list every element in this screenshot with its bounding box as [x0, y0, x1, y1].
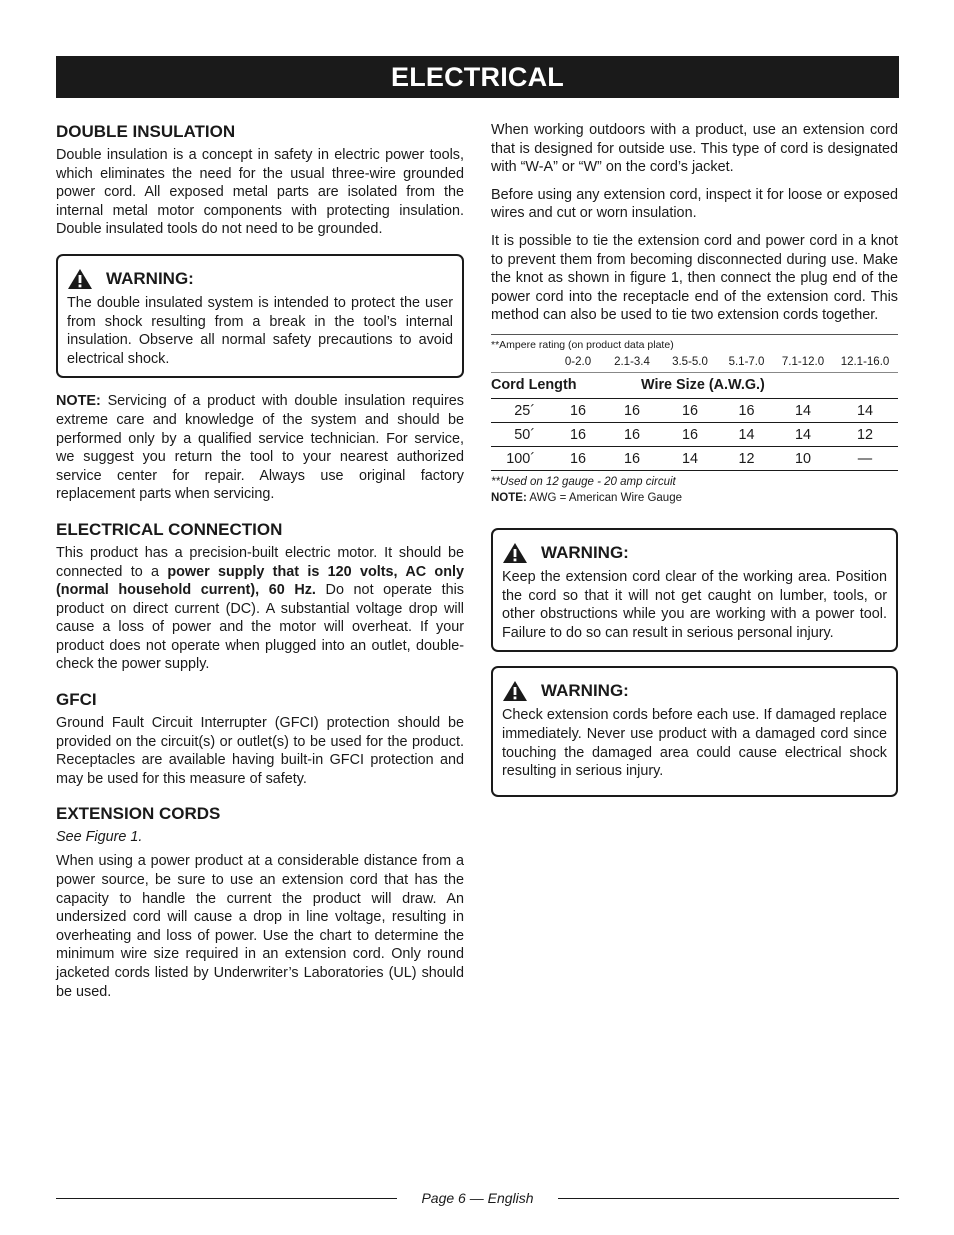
warning-title-text: WARNING:	[541, 681, 629, 701]
table-cell: 14	[774, 398, 832, 422]
warning-title-text: WARNING:	[106, 268, 194, 288]
table-cell: 10	[774, 446, 832, 470]
table-header-row	[491, 372, 898, 398]
table-cell: 16	[603, 398, 661, 422]
table-cell: 16	[553, 398, 603, 422]
amp-rating-cell: 2.1-3.4	[614, 355, 650, 368]
awg-note-label: NOTE:	[491, 491, 527, 504]
table-cell: 14	[774, 422, 832, 446]
awg-note-body: AWG = American Wire Gauge	[526, 491, 682, 504]
amp-rating-cell: 7.1-12.0	[781, 355, 825, 368]
cord-length-cell: 100´	[491, 446, 553, 470]
table-cell: 12	[832, 422, 898, 446]
warning-body: Keep the extension cord clear of the working area. Position the cord so that it will not get caught on lumber, tools, or other obstructions while you are working with a power tool. Failure to do so can result in serious personal injury.	[502, 568, 887, 641]
page-footer	[56, 1188, 899, 1208]
wire-size-table	[491, 354, 898, 471]
table-cell: —	[832, 446, 898, 470]
cord-length-cell: 25´	[491, 398, 553, 422]
table-cell: 16	[603, 446, 661, 470]
table-cell: 16	[603, 422, 661, 446]
electrical-connection-heading: ELECTRICAL CONNECTION	[56, 519, 283, 539]
left-column	[56, 121, 464, 1010]
footer-rule-left	[56, 1198, 397, 1199]
table-cell: 12	[719, 446, 774, 470]
cord-length-cell: 50´	[491, 422, 553, 446]
warning-triangle-icon	[502, 542, 528, 564]
right-column	[491, 121, 898, 811]
knot-paragraph: It is possible to tie the extension cord and power cord in a knot to prevent them from becoming disconnected during use. Make the knot as shown in figure 1, then connect the plug end of the power cord into the receptacle end of the extension cord. This method can also be used to tie two extension cords together.	[491, 232, 898, 324]
see-figure-text: See Figure 1.	[56, 829, 143, 846]
amp-rating-cell: 3.5-5.0	[672, 355, 708, 368]
warning-body: The double insulated system is intended to protect the user from shock resulting from a break in the tool’s internal insulation. Observe all normal safety precautions to avoid electrical shock.	[67, 294, 453, 367]
cord-length-header: Cord Length	[491, 372, 603, 398]
wire-size-table-wrapper	[491, 334, 898, 506]
warning-box-check-cords	[491, 666, 898, 796]
note-label: NOTE:	[56, 393, 101, 410]
warning-box-work-area	[491, 528, 898, 652]
table-cell: 14	[661, 446, 719, 470]
amp-rating-cell: 12.1-16.0	[840, 355, 890, 368]
extension-cords-heading: EXTENSION CORDS	[56, 804, 221, 824]
inspect-paragraph: Before using any extension cord, inspect it for loose or exposed wires and cut or worn insulation.	[491, 186, 898, 222]
table-row	[491, 446, 898, 470]
table-cell: 16	[719, 398, 774, 422]
warning-title-text: WARNING:	[541, 542, 629, 562]
awg-note	[491, 491, 898, 506]
table-cell: 14	[719, 422, 774, 446]
amp-rating-cell: 0-2.0	[564, 355, 592, 368]
table-row	[491, 422, 898, 446]
page-number: Page 6 — English	[421, 1190, 534, 1206]
gfci-body: Ground Fault Circuit Interrupter (GFCI) protection should be provided on the circuit(s) or outlet(s) to be used for the product. Receptacles are available having built-in GFCI protection and may be used for this measure of safety.	[56, 715, 464, 787]
note-paragraph	[56, 392, 464, 504]
gfci-heading: GFCI	[56, 690, 97, 710]
amp-rating-cell: 5.1-7.0	[728, 355, 765, 368]
ec-body-post: Do not operate this product on direct current (DC). A substantial voltage drop will cause a loss of power and the motor will overheat. If your product does not operate when plugged into an outlet, double-check the power supply.	[56, 582, 464, 673]
table-cell: 16	[661, 398, 719, 422]
warning-triangle-icon	[67, 268, 93, 290]
table-cell: 14	[832, 398, 898, 422]
table-cell: 16	[553, 422, 603, 446]
note-body: Servicing of a product with double insulation requires extreme care and knowledge of the system and should be performed only by a qualified service technician. For service, we suggest you return the tool to your nearest authorized service center for repair. Always use original factory replacement parts when servicing.	[56, 393, 464, 503]
table-row	[491, 398, 898, 422]
ampere-rating-note: **Ampere rating (on product data plate)	[491, 338, 674, 351]
ec-body-pre: This product has a precision-built electric motor. It should be connected to a	[56, 544, 464, 580]
extension-cords-body: When using a power product at a considerable distance from a power source, be sure to use an extension cord that has the capacity to handle the current the product will draw. An undersized cord will cause a drop in line voltage, resulting in overheating and loss of power. Use the chart to determine the minimum wire size required in an extension cord. Only round jacketed cords listed by Underwriter’s Laboratories (UL) should be used.	[56, 853, 464, 1000]
footer-rule-right	[558, 1198, 899, 1199]
ec-body-bold: power supply that is 120 volts, AC only (normal household current), 60 Hz.	[56, 563, 464, 599]
warning-title	[502, 542, 887, 564]
warning-box-double-insulation	[56, 254, 464, 378]
warning-title	[67, 268, 453, 290]
ampere-row	[491, 354, 898, 373]
warning-title	[502, 680, 887, 702]
page-title: ELECTRICAL	[56, 56, 899, 98]
warning-body: Check extension cords before each use. If damaged replace immediately. Never use product with a damaged cord since touching the damaged area could cause electrical shock resulting in serious injury.	[502, 707, 887, 780]
double-insulation-heading: DOUBLE INSULATION	[56, 122, 236, 141]
electrical-connection-body	[56, 544, 464, 674]
warning-triangle-icon	[502, 680, 528, 702]
table-cell: 16	[553, 446, 603, 470]
table-cell: 16	[661, 422, 719, 446]
outdoor-paragraph: When working outdoors with a product, use an extension cord that is designed for outside use. This type of cord is designated with “W-A” or “W” on the cord’s jacket.	[491, 122, 898, 176]
double-insulation-body: Double insulation is a concept in safety in electric power tools, which eliminates the need for the usual three-wire grounded power cord. All exposed metal parts are isolated from the internal metal motor components with protecting insulation. Double insulated tools do not need to be grounded.	[56, 147, 464, 238]
wire-size-header: Wire Size (A.W.G.)	[603, 372, 898, 398]
table-footnote: **Used on 12 gauge - 20 amp circuit	[491, 475, 676, 488]
